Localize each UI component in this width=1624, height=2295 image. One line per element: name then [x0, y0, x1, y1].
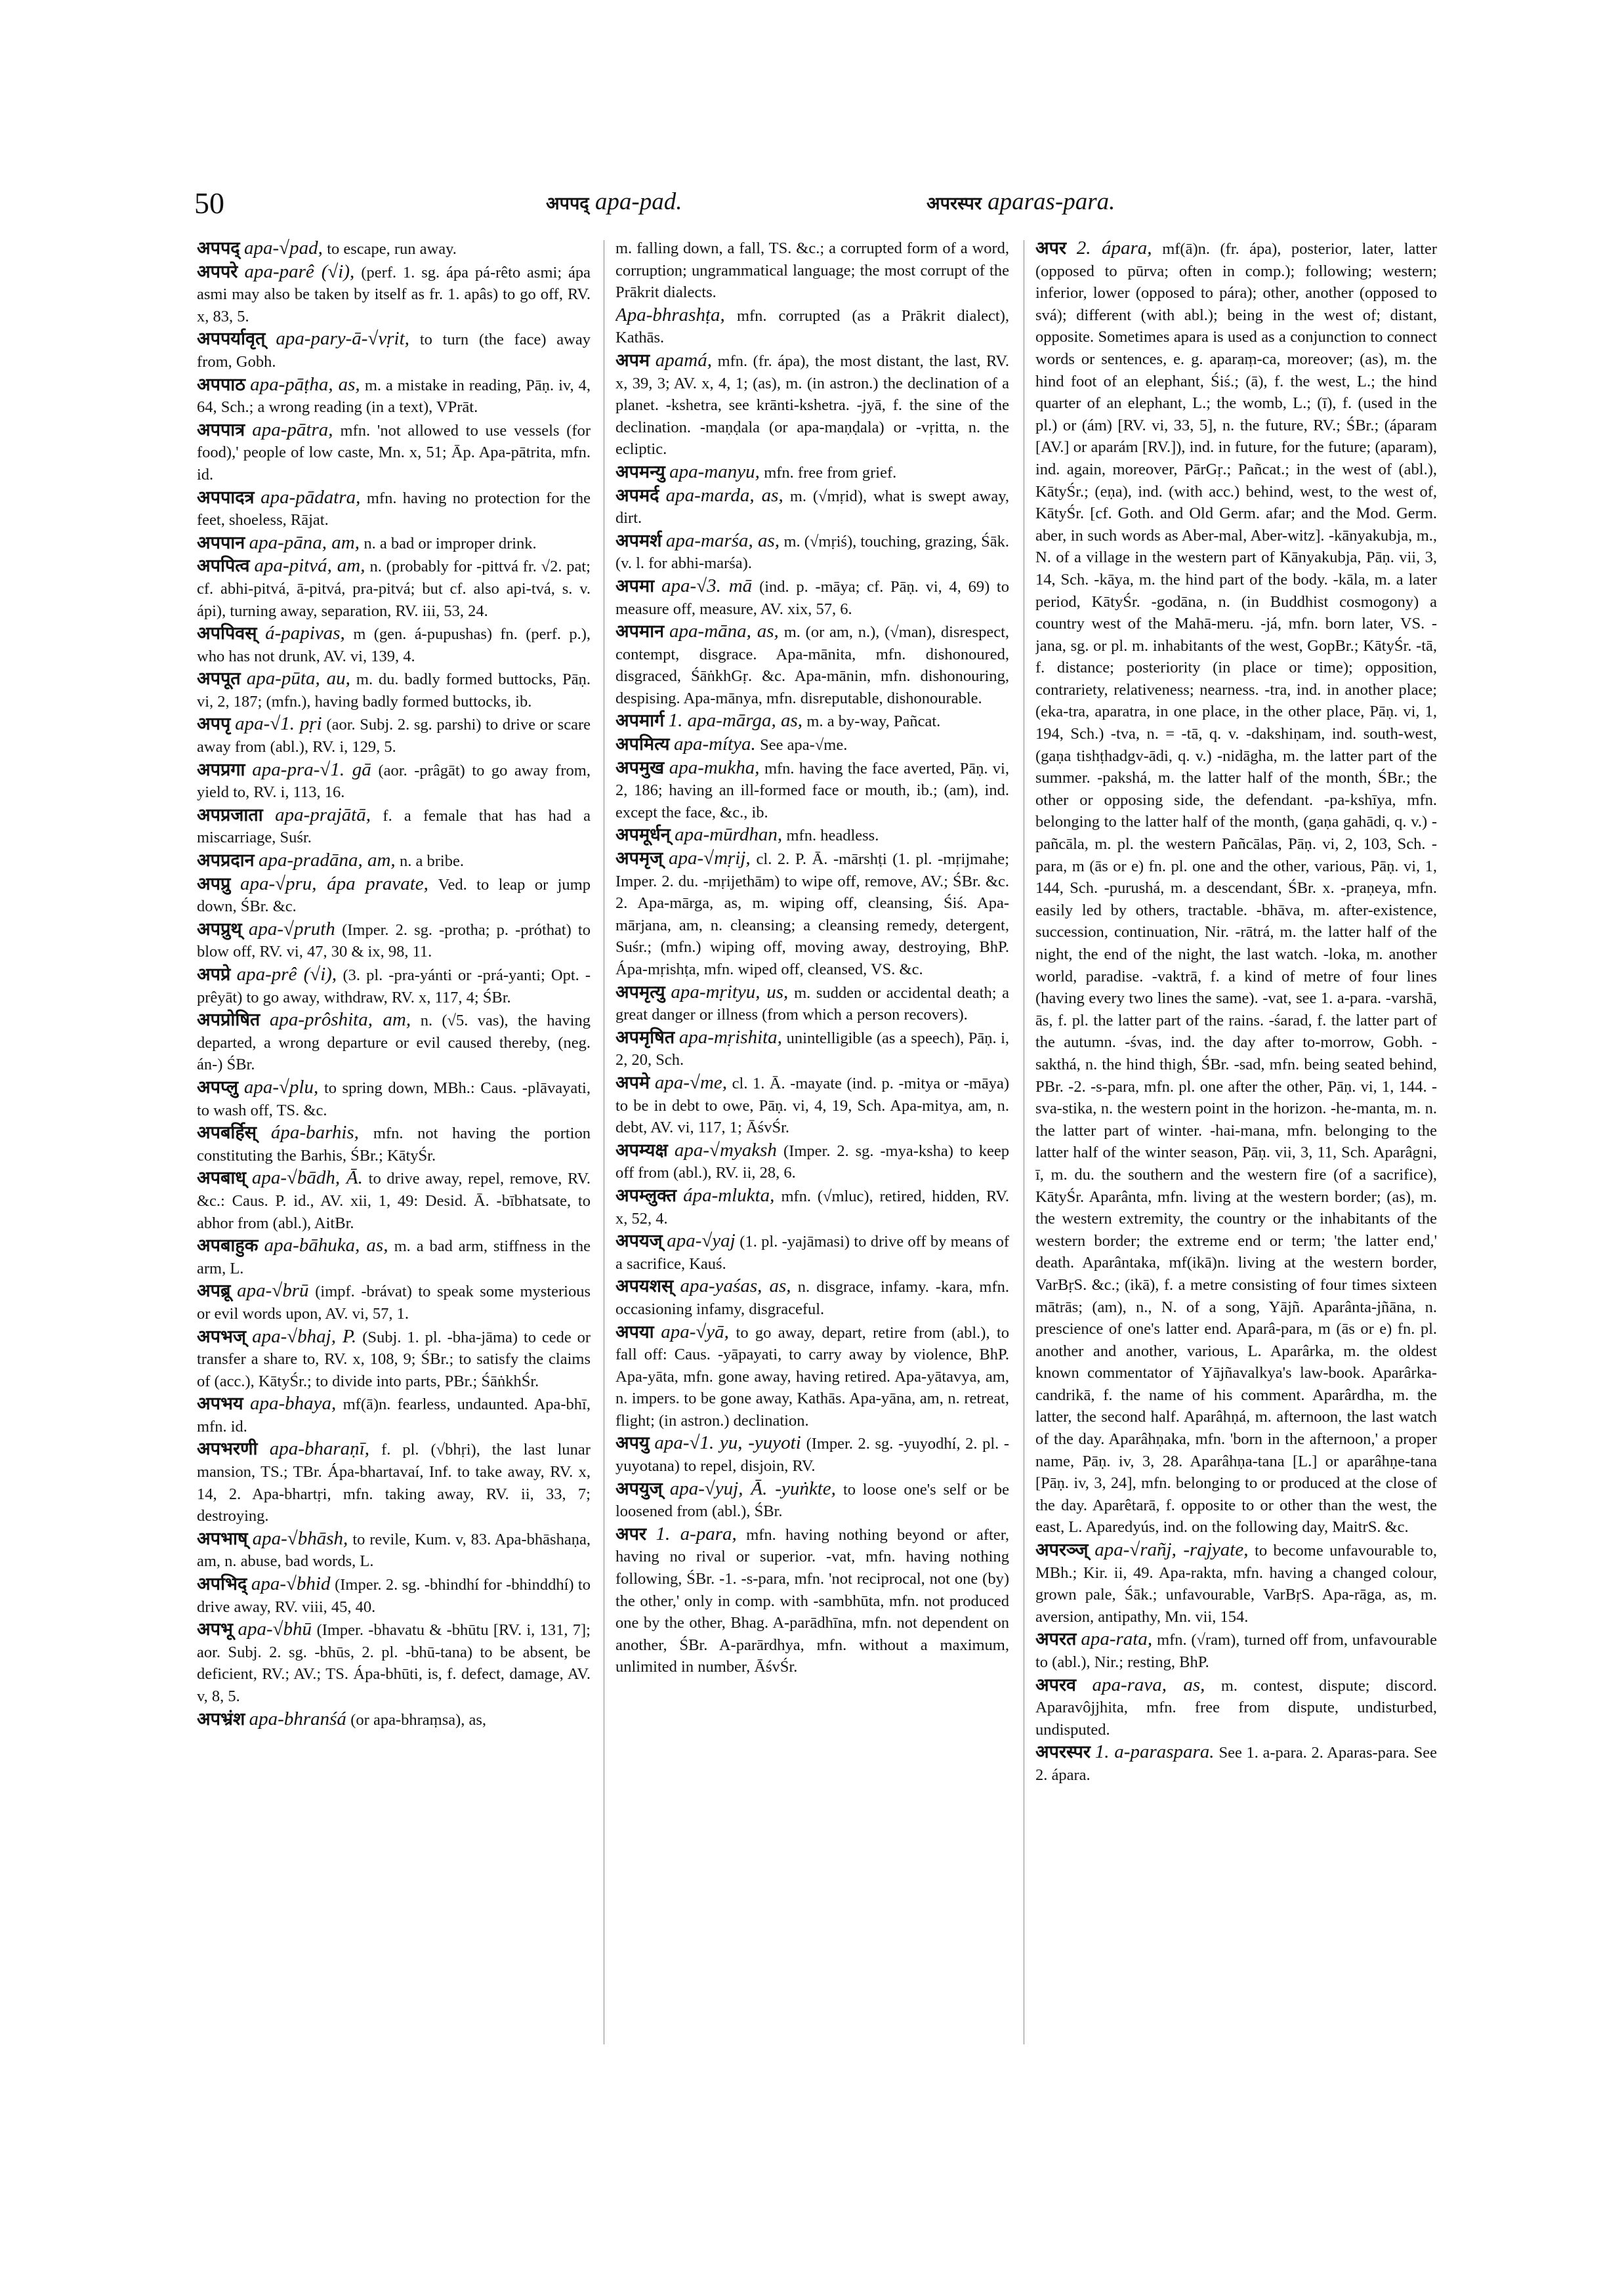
entry-headword-devanagari: अपप्रु — [197, 873, 231, 894]
dictionary-entry — [197, 668, 591, 713]
dictionary-entry — [615, 304, 1009, 349]
entry-lemma: apa-√myaksh — [674, 1139, 777, 1161]
entry-headword-devanagari: अपर — [615, 1523, 647, 1544]
right-head-latin: aparas-para. — [988, 188, 1115, 215]
entry-lemma: apa-√plu, — [243, 1076, 319, 1098]
entry-definition: (Subj. 1. pl. -bha-jāma) to cede or transfer a share to, RV. x, 108, 9; ŚBr.; to satisfy the claims of (acc.), KātyŚr.; to divide into parts, PBr.; ŚāṅkhŚr. — [197, 1328, 591, 1390]
dictionary-entry — [197, 532, 591, 555]
dictionary-entry — [615, 1230, 1009, 1275]
entry-lemma: apa-bharaṇī, — [269, 1438, 369, 1460]
entry-lemma: apa-√pru, ápa pravate, — [239, 873, 428, 894]
dictionary-entry — [615, 1478, 1009, 1523]
entry-headword-devanagari: अपपात्र — [197, 419, 245, 440]
entry-lemma: apa-prôshita, am, — [269, 1009, 411, 1031]
dictionary-entry — [615, 824, 1009, 847]
entry-definition: cl. 2. P. Ā. -mārshṭi (1. pl. -mṛijmahe; Imper. 2. du. -mṛijethām) to wipe off, remove, AV.; ŚBr. &c. 2. Apa-mārga, as, m. wiping off, cleansing, Śiś. Apa-mārjana, am, n. cleansing; a cleansing remedy, detergent, Suśr.; (mfn.) wiping off, moving away, destroying, BhP. Ápa-mṛishṭa, mfn. wiped off, cleansed, VS. &c. — [615, 850, 1009, 978]
entry-headword-devanagari: अपपिवस् — [197, 623, 257, 644]
dictionary-entry — [197, 238, 591, 260]
entry-headword-devanagari: अपबर्हिस् — [197, 1123, 257, 1144]
entry-lemma: 1. a-paraspara. — [1094, 1741, 1215, 1763]
entry-lemma: 1. apa-mārga, as, — [668, 710, 803, 732]
entry-lemma: apa-mṛityu, us, — [671, 981, 789, 1003]
entry-definition: n. (√5. vas), the having departed, a wrong departure or evil caused thereby, (neg. án-) ŚBr. — [197, 1012, 591, 1074]
dictionary-entry — [1035, 238, 1437, 1539]
entry-definition: mfn. headless. — [786, 827, 879, 845]
entry-lemma: apa-pātra, — [252, 419, 333, 440]
entry-lemma: apa-manyu, — [669, 461, 760, 482]
dictionary-entry — [615, 461, 1009, 484]
entry-lemma: apa-marśa, as, — [665, 529, 780, 551]
dictionary-entry — [615, 982, 1009, 1026]
dictionary-entry — [197, 1326, 591, 1393]
entry-lemma: apa-parê (√i), — [244, 260, 355, 282]
entry-headword-devanagari: अपया — [615, 1321, 654, 1342]
page-number: 50 — [194, 186, 224, 220]
dictionary-entry — [197, 1619, 591, 1707]
dictionary-entry — [1035, 1628, 1437, 1673]
entry-lemma: apa-pāna, am, — [249, 531, 360, 553]
entry-headword-devanagari: अपभू — [197, 1619, 233, 1640]
dictionary-entry — [197, 419, 591, 486]
entry-headword-devanagari: अपभ्रंश — [197, 1708, 245, 1729]
entry-definition: mfn. having nothing beyond or after, having no rival or superior. -vat, mfn. having nothing following, ŚBr. -1. -s-para, mfn. 'not reciprocal, not one (by) the other,' only in comp. with -sambhūta, mfn. not produced one by the other, Bhag. A-parādhīna, mfn. not dependent on another, ŚBr. A-parārdhya, mfn. without a maximum, unlimited in number, ĀśvŚr. — [615, 1525, 1009, 1676]
entry-definition: m (gen. á-pupushas) fn. (perf. p.), who has not drunk, AV. vi, 139, 4. — [197, 625, 591, 665]
entry-headword-devanagari: अपमा — [615, 575, 655, 596]
dictionary-entry — [197, 487, 591, 531]
dictionary-entry — [197, 873, 591, 918]
entry-definition: m. sudden or accidental death; a great danger or illness (from which a person recovers). — [615, 983, 1009, 1024]
entry-lemma: apa-bhaya, — [249, 1393, 337, 1415]
entry-headword-devanagari: अपमे — [615, 1072, 650, 1093]
left-running-head — [546, 188, 682, 216]
entry-definition: (impf. -brávat) to speak some mysterious or evil words upon, AV. vi, 57, 1. — [197, 1283, 591, 1323]
dictionary-entry — [615, 485, 1009, 529]
entry-headword-devanagari: अपपृ — [197, 714, 231, 735]
dictionary-entry — [197, 1235, 591, 1279]
entry-definition: to become unfavourable to, MBh.; Kir. ii, 49. Apa-rakta, mfn. having a changed colour, grown pale, Śāk.; unfavourable, VarBṛS. Apa-rāga, as, m. aversion, antipathy, Mn. vii, 154. — [1035, 1542, 1437, 1626]
entry-definition: (perf. 1. sg. ápa pá-rêto asmi; ápa asmi may also be taken by itself as fr. 1. apâs) to go off, RV. x, 83, 5. — [197, 263, 591, 325]
entry-lemma: apa-pra-√1. gā — [252, 758, 371, 780]
entry-lemma: apa-√yā, — [661, 1321, 729, 1342]
entry-definition: to drive away, repel, remove, RV. &c.: Caus. P. id., AV. xii, 1, 49: Desid. Ā. -bībhatsate, to abhor from (abl.), AitBr. — [197, 1170, 591, 1232]
entry-lemma: apa-√bādh, Ā. — [251, 1167, 363, 1189]
entry-headword-devanagari: अपपर्यावृत् — [197, 329, 266, 350]
entry-lemma: apa-pradāna, am, — [259, 850, 396, 871]
entry-lemma: apa-mūrdhan, — [675, 824, 783, 846]
entry-headword-devanagari: अपयशस् — [615, 1276, 674, 1297]
entry-lemma: apa-bāhuka, as, — [264, 1235, 388, 1256]
entry-lemma: apa-√bhū — [238, 1619, 312, 1640]
entry-lemma: apa-mukha, — [669, 756, 760, 778]
entry-definition: mfn. not having the portion constituting the Barhis, ŚBr.; KātyŚr. — [197, 1125, 591, 1165]
entry-lemma: apa-bhranśá — [249, 1708, 346, 1729]
entry-lemma: Apa-bhrashṭa, — [615, 304, 725, 325]
entry-headword-devanagari: अपमृषित — [615, 1027, 675, 1048]
dictionary-entry — [615, 710, 1009, 733]
entry-lemma: apa-√yaj — [667, 1230, 736, 1252]
entry-headword-devanagari: अपपित्व — [197, 556, 250, 577]
entry-definition: (Imper. -bhavatu & -bhūtu [RV. i, 131, 7]; aor. Subj. 2. sg. -bhūs, 2. pl. -bhū-tana) to be absent, be deficient, RV.; AV.; TS. Ápa-bhūti, is, f. defect, damage, AV. v, 8, 5. — [197, 1621, 591, 1705]
dictionary-entry — [197, 623, 591, 667]
dictionary-entry — [615, 621, 1009, 709]
entry-lemma: apa-√bhāsh, — [252, 1527, 348, 1549]
entry-definition: Ved. to leap or jump down, ŚBr. &c. — [197, 875, 591, 916]
dictionary-entry — [197, 1573, 591, 1618]
entry-lemma: apa-rava, as, — [1092, 1674, 1205, 1695]
dictionary-entry — [615, 1321, 1009, 1432]
entry-headword-devanagari: अपमन्यु — [615, 461, 665, 482]
entry-lemma: apa-√pad, — [244, 238, 323, 258]
entry-definition: f. pl. (√bhṛi), the last lunar mansion, TS.; TBr. Ápa-bhartavaí, Inf. to take away, RV. x, 14, 2. Apa-bhartṛi, mfn. taking away, RV. ii, 33, 7; destroying. — [197, 1441, 591, 1525]
dictionary-entry — [615, 1432, 1009, 1477]
entry-lemma: apamá, — [655, 349, 712, 371]
dictionary-entry — [615, 530, 1009, 575]
dictionary-entry — [1035, 1539, 1437, 1628]
entry-definition: m. (√mṛiś), touching, grazing, Śāk. (v. l. for abhi-marśa). — [615, 532, 1009, 573]
dictionary-entry — [197, 850, 591, 873]
entry-headword-devanagari: अपमर्श — [615, 530, 662, 551]
dictionary-entry — [197, 713, 591, 758]
entry-lemma: 2. ápara, — [1076, 238, 1152, 258]
entry-definition: (aor. -prâgāt) to go away from, yield to, RV. i, 113, 16. — [197, 761, 591, 802]
left-head-devanagari: अपपद् — [546, 194, 589, 214]
dictionary-entry — [197, 1393, 591, 1437]
entry-definition: See 1. a-para. 2. Aparas-para. See 2. ápara. — [1035, 1744, 1437, 1784]
dictionary-entry — [615, 238, 1009, 304]
entry-definition: m. (√mṛid), what is swept away, dirt. — [615, 487, 1009, 527]
entry-headword-devanagari: अपयुज् — [615, 1478, 663, 1499]
entry-lemma: apa-√me, — [654, 1071, 727, 1093]
entry-headword-devanagari: अपप्लु — [197, 1077, 239, 1098]
entry-headword-devanagari: अपम्लुक्त — [615, 1185, 677, 1206]
column-3 — [1035, 238, 1437, 2048]
dictionary-entry — [197, 919, 591, 963]
entry-definition: mfn. corrupted (as a Prākrit dialect), Kathās. — [615, 306, 1009, 347]
entry-lemma: apa-√bhaj, P. — [252, 1325, 357, 1347]
entry-definition: to spring down, MBh.: Caus. -plāvayati, to wash off, TS. &c. — [197, 1079, 591, 1119]
dictionary-entry — [197, 374, 591, 419]
dictionary-entry — [615, 734, 1009, 756]
entry-headword-devanagari: अपप्रुथ् — [197, 919, 242, 940]
entry-lemma: apa-√pruth — [248, 918, 335, 940]
entry-lemma: apa-pūta, au, — [246, 668, 350, 690]
dictionary-entry — [197, 759, 591, 804]
entry-definition: m. a mistake in reading, Pāṇ. iv, 4, 64, Sch.; a wrong reading (in a text), VPrāt. — [197, 376, 591, 417]
entry-definition: m. a by-way, Pañcat. — [806, 713, 941, 731]
entry-headword-devanagari: अपब्रू — [197, 1281, 231, 1302]
entry-headword-devanagari: अपप्रे — [197, 964, 231, 985]
entry-lemma: apa-māna, as, — [669, 621, 779, 642]
entry-headword-devanagari: अपपरे — [197, 261, 238, 282]
entry-headword-devanagari: अपर — [1035, 238, 1067, 258]
dictionary-entry — [197, 1009, 591, 1076]
dictionary-entry — [615, 1185, 1009, 1230]
dictionary-entry — [615, 1027, 1009, 1071]
entry-definition: m. falling down, a fall, TS. &c.; a corrupted form of a word, corruption; ungrammatical language; the most corrupt of the Prākrit dialects. — [615, 239, 1009, 302]
entry-headword-devanagari: अपयु — [615, 1433, 650, 1454]
dictionary-entry — [615, 1140, 1009, 1184]
entry-lemma: apa-pitvá, am, — [254, 555, 365, 577]
dictionary-entry — [1035, 1674, 1437, 1741]
entry-definition: to loose one's self or be loosened from (abl.), ŚBr. — [615, 1480, 1009, 1521]
entry-headword-devanagari: अपपाठ — [197, 374, 245, 395]
entry-headword-devanagari: अपमृत्यु — [615, 982, 665, 1003]
entry-headword-devanagari: अपपूत — [197, 669, 241, 690]
entry-lemma: apa-√bhid — [251, 1573, 331, 1595]
entry-headword-devanagari: अपमार्ग — [615, 711, 665, 732]
dictionary-entry — [197, 555, 591, 622]
entry-lemma: apa-yaśas, as, — [680, 1275, 791, 1297]
entry-lemma: apa-pādatra, — [260, 486, 361, 508]
entry-headword-devanagari: अपबाहुक — [197, 1235, 259, 1256]
entry-lemma: apa-marda, as, — [665, 484, 783, 506]
entry-lemma: ápa-mlukta, — [683, 1184, 775, 1206]
dictionary-entry — [197, 261, 591, 328]
entry-lemma: apa-√3. mā — [661, 575, 753, 596]
entry-headword-devanagari: अपपान — [197, 532, 245, 553]
right-running-head — [927, 188, 1115, 216]
entry-lemma: apa-prê (√i), — [236, 964, 337, 985]
entry-headword-devanagari: अपभाष् — [197, 1528, 248, 1549]
entry-lemma: apa-√1. yu, -yuyoti — [654, 1432, 801, 1454]
entry-definition: mf(ā)n. fearless, undaunted. Apa-bhī, mfn. id. — [197, 1396, 591, 1436]
entry-headword-devanagari: अपप्रगा — [197, 759, 245, 780]
entry-headword-devanagari: अपभय — [197, 1394, 243, 1415]
entry-headword-devanagari: अपपादत्र — [197, 487, 255, 508]
entry-definition: See apa-√me. — [760, 736, 848, 755]
entry-definition: (3. pl. -pra-yánti or -prá-yanti; Opt. -prêyāt) to go away, withdraw, RV. x, 117, 4; ŚBr. — [197, 966, 591, 1006]
entry-definition: mfn. free from grief. — [764, 463, 897, 482]
dictionary-entry — [615, 1275, 1009, 1320]
entry-definition: to turn (the face) away from, Gobh. — [197, 331, 591, 371]
entry-definition: n. a bad or improper drink. — [364, 534, 537, 552]
entry-lemma: apa-prajātā, — [275, 804, 371, 825]
dictionary-entry — [197, 1077, 591, 1121]
entry-definition: m. du. badly formed buttocks, Pāṇ. vi, 2, 187; (mfn.), having badly formed buttocks, ib. — [197, 671, 591, 711]
entry-headword-devanagari: अपमान — [615, 621, 665, 642]
entry-lemma: 1. a-para, — [656, 1523, 737, 1544]
entry-lemma: á-papivas, — [265, 623, 345, 644]
entry-definition: (1. pl. -yajāmasi) to drive off by means of a sacrifice, Kauś. — [615, 1233, 1009, 1273]
dictionary-entry — [197, 964, 591, 1008]
dictionary-entry — [1035, 1741, 1437, 1786]
entry-lemma: apa-√brū — [237, 1280, 309, 1302]
entry-lemma: apa-√1. pṛi — [235, 713, 322, 735]
dictionary-entry — [197, 328, 591, 373]
entry-definition: mfn. 'not allowed to use vessels (for food),' people of low caste, Mn. x, 51; Āp. Apa-pātrita, mfn. id. — [197, 421, 591, 484]
entry-headword-devanagari: अपयज् — [615, 1231, 663, 1252]
entry-definition: f. a female that has had a miscarriage, Suśr. — [197, 806, 591, 847]
entry-headword-devanagari: अपमित्य — [615, 734, 670, 755]
dictionary-entry — [615, 1072, 1009, 1139]
entry-definition: (or apa-bhraṃsa), as, — [350, 1710, 487, 1729]
entry-definition: (Imper. 2. sg. -mya-ksha) to keep off from (abl.), RV. ii, 28, 6. — [615, 1142, 1009, 1182]
entry-definition: m. (or am, n.), (√man), disrespect, contempt, disgrace. Apa-mānita, mfn. dishonoured, disgraced, ŚāṅkhGṛ. &c. Apa-mānin, mfn. dishonouring, despising. Apa-mānya, mfn. disreputable, dishonourable. — [615, 623, 1009, 707]
entry-definition: to revile, Kum. v, 83. Apa-bhāshaṇa, am, n. abuse, bad words, L. — [197, 1530, 591, 1571]
entry-lemma: apa-√rañj, -rajyate, — [1094, 1539, 1249, 1561]
column-1 — [197, 238, 591, 2048]
left-head-latin: apa-pad. — [594, 188, 682, 215]
dictionary-entry — [197, 1708, 591, 1731]
entry-headword-devanagari: अपम्यक्ष — [615, 1140, 668, 1161]
entry-headword-devanagari: अपभिद् — [197, 1574, 247, 1595]
entry-lemma: apa-√mṛij, — [669, 848, 751, 869]
entry-headword-devanagari: अपम — [615, 350, 650, 371]
entry-definition: mfn. (√ram), turned off from, unfavourable to (abl.), Nir.; resting, BhP. — [1035, 1631, 1437, 1671]
entry-headword-devanagari: अपरञ्ज् — [1035, 1540, 1089, 1561]
entry-headword-devanagari: अपमुख — [615, 757, 665, 778]
entry-definition: (ind. p. -māya; cf. Pāṇ. vi, 4, 69) to measure off, measure, AV. xix, 57, 6. — [615, 577, 1009, 618]
entry-definition: (Imper. 2. sg. -protha; p. -próthat) to blow off, RV. vi, 47, 30 & ix, 98, 11. — [197, 920, 591, 961]
entry-definition: mfn. having the face averted, Pāṇ. vi, 2, 186; having an ill-formed face or mouth, ib.; (am), ind. except the face, &c., ib. — [615, 759, 1009, 821]
dictionary-entry — [615, 757, 1009, 824]
entry-definition: (Imper. 2. sg. -yuyodhí, 2. pl. -yuyotana) to repel, disjoin, RV. — [615, 1435, 1009, 1476]
dictionary-entry — [197, 804, 591, 849]
right-head-devanagari: अपरस्पर — [927, 194, 982, 214]
entry-lemma: apa-√yuj, Ā. -yuṅkte, — [669, 1478, 836, 1499]
entry-headword-devanagari: अपरस्पर — [1035, 1742, 1091, 1763]
entry-lemma: apa-pāṭha, as, — [250, 373, 360, 395]
dictionary-entry — [197, 1122, 591, 1167]
entry-headword-devanagari: अपप्रजाता — [197, 804, 263, 825]
entry-definition: n. disgrace, infamy. -kara, mfn. occasioning infamy, disgraceful. — [615, 1278, 1009, 1318]
entry-lemma: apa-pary-ā-√vṛit, — [276, 328, 409, 350]
entry-definition: n. a bribe. — [400, 852, 464, 871]
entry-lemma: apa-rata, — [1081, 1628, 1153, 1650]
entry-headword-devanagari: अपबाध् — [197, 1168, 246, 1189]
entry-headword-devanagari: अपरत — [1035, 1629, 1077, 1650]
entry-definition: (Imper. 2. sg. -bhindhí for -bhinddhí) to drive away, RV. viii, 45, 40. — [197, 1576, 591, 1616]
entry-definition: (aor. Subj. 2. sg. parshi) to drive or scare away from (abl.), RV. i, 129, 5. — [197, 716, 591, 756]
entry-lemma: apa-mṛishita, — [678, 1026, 782, 1048]
entry-headword-devanagari: अपमर्द — [615, 485, 659, 506]
entry-definition: mfn. having no protection for the feet, shoeless, Rājat. — [197, 489, 591, 529]
entry-definition: m. contest, dispute; discord. Aparavôjjhita, mfn. free from dispute, undisturbed, undisputed. — [1035, 1676, 1437, 1739]
entry-headword-devanagari: अपमृज् — [615, 848, 663, 869]
dictionary-entry — [615, 848, 1009, 981]
entry-headword-devanagari: अपरव — [1035, 1674, 1077, 1695]
entry-definition: to go away, depart, retire from (abl.), to fall off: Caus. -yāpayati, to carry away by violence, BhP. Apa-yāta, mfn. gone away, having retired. Apa-yātavya, am, n. impers. to be gone away, Kathās. Apa-yāna, am, n. retreat, flight; (in astron.) declination. — [615, 1323, 1009, 1430]
dictionary-entry — [615, 575, 1009, 620]
entry-definition: cl. 1. Ā. -mayate (ind. p. -mitya or -māya) to be in debt to owe, Pāṇ. vi, 4, 19, Sch. Apa-mitya, am, n. debt, AV. vi, 117, 1; ĀśvŚr. — [615, 1074, 1009, 1137]
dictionary-entry — [197, 1438, 591, 1527]
entry-definition: mfn. (fr. ápa), the most distant, the last, RV. x, 39, 3; AV. x, 4, 1; (as), m. (in astron.) the declination of a planet. -kshetra, see krānti-kshetra. -jyā, f. the sine of the declination. -maṇḍala (or apa-maṇḍala) or -vṛitta, n. the ecliptic. — [615, 352, 1009, 459]
dictionary-entry — [615, 1523, 1009, 1678]
entry-headword-devanagari: अपभरणी — [197, 1439, 258, 1460]
dictionary-entry — [615, 350, 1009, 461]
entry-lemma: apa-mítya. — [673, 734, 756, 755]
entry-headword-devanagari: अपपद् — [197, 238, 240, 258]
entry-headword-devanagari: अपप्रदान — [197, 850, 255, 871]
running-header — [194, 185, 1444, 231]
entry-headword-devanagari: अपमूर्धन् — [615, 825, 671, 846]
dictionary-entry — [197, 1528, 591, 1573]
column-2 — [615, 238, 1009, 2048]
entry-headword-devanagari: अपभज् — [197, 1326, 246, 1347]
entry-definition: unintelligible (as a speech), Pāṇ. i, 2, 20, Sch. — [615, 1029, 1009, 1069]
entry-definition: mf(ā)n. (fr. ápa), posterior, later, latter (opposed to pūrva; often in comp.); following; western; inferior, lower (opposed to pára); other, another (opposed to svá); different (with abl.); being in the west of; distant, opposite. Sometimes apara is used as a conjunction to connect words or sentences, e. g. aparaṃ-ca, moreover; (as), m. the hind foot of an elephant, Śiś.; (ā), f. the west, L.; the hind quarter of an elephant, L.; the womb, L.; (ī), f. (used in the pl.) or (ám) [RV. vi, 33, 5], n. the future, RV.; ŚBr.; (áparam [AV.] or aparám [RV.]), ind. in future, for the future; (aparam), ind. again, moreover, PārGṛ.; Pañcat.; in the west of (abl.), KātyŚr.; (eṇa), ind. (with acc.) behind, west, to the west of, KātyŚr. [cf. Goth. and Old Germ. afar; and the Mod. Germ. aber, in such words as Aber-mal, Aber-witz]. -kānyakubja, m., N. of a village in the western part of Kānyakubja, Pāṇ. vii, 3, 14, Sch. -kāya, m. the hind part of the body. -kāla, m. a later period, KātyŚr. -godāna, n. (in Buddhist cosmogony) a country west of the Mahā-meru. -já, mfn. born later, VS. -jana, sg. or pl. m. inhabitants of the west, GopBr.; KātyŚr. -tā, f. distance; posteriority (in place or time); opposition, contrariety, relativeness; nearness. -tra, ind. in another place; (eka-tra, aparatra, in one place, in the other place, Pāṇ. vi, 1, 194, Sch.) -tva, n. = -tā, q. v. -dakshiṇam, ind. south-west, (gaṇa tishṭhadgv-ādi, q. v.) -nidāgha, m. the latter part of the summer. -pakshá, m. the latter half of the month, ŚBr.; the other or opposing side, the defendant. -pa-kshīya, mfn. belonging to the latter half of the month, (gaṇa gahādi, q. v.) -pañcāla, m. pl. the western Pañcālas, Pāṇ. vi, 2, 103, Sch. -para, m (ās or e) fn. pl. one and the other, various, Pāṇ. vi, 1, 144, Sch. -purushá, m. a descendant, ŚBr. x. -praṇeya, mfn. easily led by others, tractable. -bhāva, m. after-existence, succession, continuation, Nir. -rātrá, m. the latter half of the night, the end of the night, the last watch. -loka, m. another world, paradise. -vaktrā, f. a kind of metre of four lines (having every two lines the same). -vat, see 1. a-para. -varshā, ās, f. pl. the latter part of the rains. -śarad, f. the latter part of the autumn. -śvas, ind. the day after to-morrow, Gobh. -sakthá, n. the hind thigh, ŚBr. -sad, mfn. being seated behind, PBr. -2. -s-para, mfn. pl. one after the other, Pāṇ. vi, 1, 144. -sva-stika, n. the western point in the horizon. -he-manta, m. n. the latter part of winter. -hai-mana, mfn. belonging to the latter half of the winter season, Pāṇ. vii, 3, 11, Sch. Aparâgni, ī, m. du. the southern and the western fire (of a sacrifice), KātyŚr. Aparânta, mfn. living at the western border; (as), m. the western extremity, the country or the inhabitants of the western border; the extreme end or term; 'the latter end,' death. Aparântaka, mf(ikā)n. living at the western border, VarBṛS. &c.; (ikā), f. a metre consisting of four times sixteen mātrās; (am), n., N. of a song, Yājñ. Aparânta-jñāna, n. prescience of one's latter end. Aparâ-para, m (ās or e) fn. pl. another and another, various, L. Aparârka, m. the oldest known commentator of Yājñavalkya's law-book. Aparârka-candrikā, f. the name of his comment. Aparârdha, m. the latter, the second half. Aparâhṇá, m. afternoon, the last watch of the day. Aparâhṇaka, mfn. 'born in the afternoon,' a proper name, Pāṇ. iv, 3, 28. Aparâhṇa-tana [L.] or aparâhṇe-tana [Pāṇ. iv, 3, 24], mfn. belonging to or produced at the close of the day. Aparêtarā, f. opposite to or other than the west, the east, L. Aparedyús, ind. on the following day, MaitrS. &c. — [1035, 240, 1437, 1537]
entry-headword-devanagari: अपप्रोषित — [197, 1010, 260, 1031]
entry-lemma: ápa-barhis, — [270, 1122, 359, 1144]
dictionary-entry — [197, 1167, 591, 1234]
entry-definition: mfn. (√mluc), retired, hidden, RV. x, 52, 4. — [615, 1187, 1009, 1228]
entry-definition: to escape, run away. — [327, 240, 457, 258]
dictionary-entry — [197, 1280, 591, 1325]
entry-definition: n. (probably for -pittvá fr. √2. pat; cf. abhi-pitvá, ā-pitvá, pra-pitvá; but cf. also api-tvá, s. v. ápi), turning away, separation, RV. iii, 53, 24. — [197, 558, 591, 620]
entry-definition: m. a bad arm, stiffness in the arm, L. — [197, 1237, 591, 1277]
